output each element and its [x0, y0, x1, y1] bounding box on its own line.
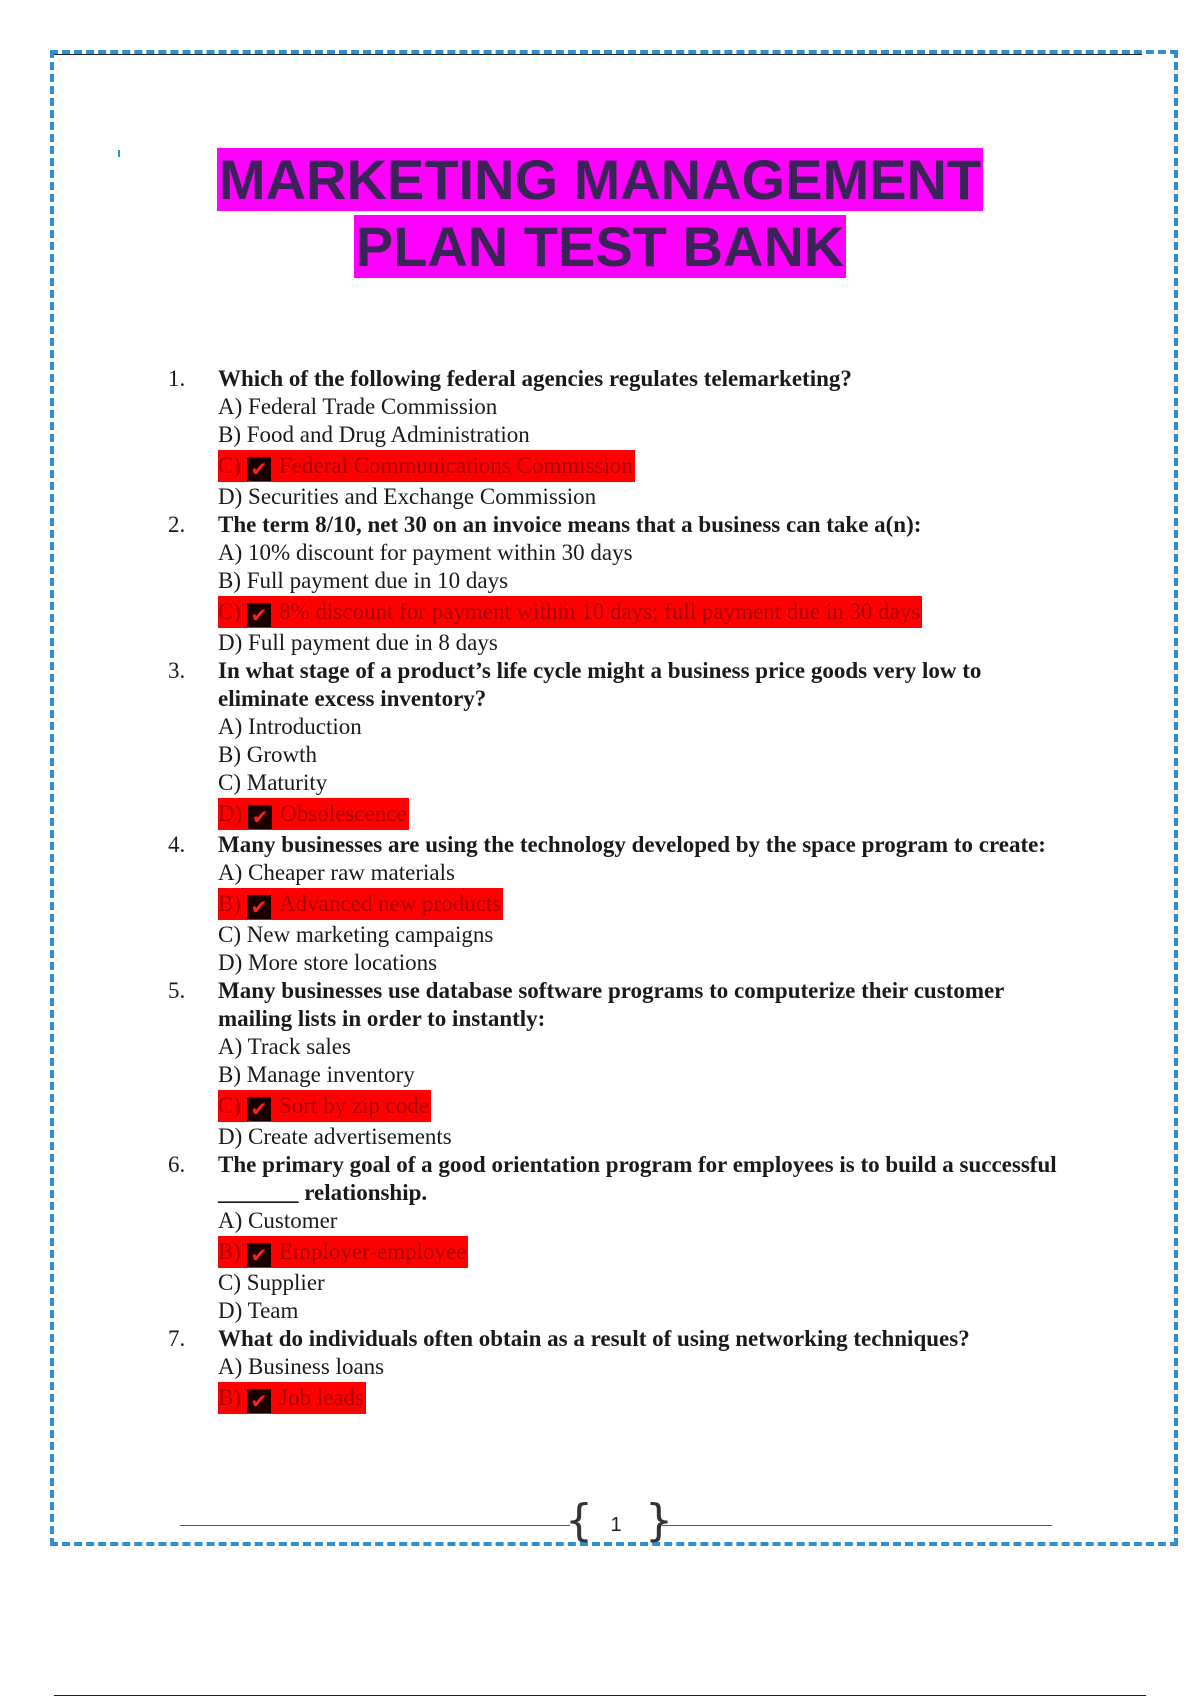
option-letter: A) — [218, 1208, 243, 1233]
option-text: Manage inventory — [246, 1062, 415, 1087]
question-text: The term 8/10, net 30 on an invoice means that a business can take a(n): — [218, 512, 922, 537]
option-text: Introduction — [248, 714, 362, 739]
option-letter: C) — [218, 1270, 241, 1295]
option-letter: D) — [218, 484, 243, 509]
question-item — [168, 1325, 1068, 1415]
correct-answer-option — [218, 1235, 1068, 1269]
question-text: Many businesses are using the technology developed by the space program to create: — [218, 832, 1046, 857]
answer-option — [218, 539, 1068, 567]
answer-highlight — [218, 1236, 468, 1268]
check-box-icon: ✔ — [248, 805, 272, 829]
option-letter: D) — [218, 1298, 243, 1323]
left-brace-icon: { — [565, 1495, 593, 1546]
option-text: Business loans — [248, 1354, 385, 1379]
option-letter: B) — [218, 422, 241, 447]
answer-option — [218, 1061, 1068, 1089]
option-letter: A) — [218, 714, 243, 739]
answer-option — [218, 949, 1068, 977]
question-item — [168, 1151, 1068, 1325]
option-list — [218, 1207, 1068, 1325]
page-number: 1 — [610, 1514, 622, 1536]
title-line-2: PLAN TEST BANK — [355, 215, 845, 278]
answer-option — [218, 629, 1068, 657]
check-box-icon: ✔ — [247, 603, 271, 627]
option-letter: B) — [218, 1062, 241, 1087]
correct-answer-option — [218, 595, 1068, 629]
check-box-icon: ✔ — [247, 895, 271, 919]
answer-option — [218, 921, 1068, 949]
question-number: 6. — [168, 1152, 186, 1177]
option-letter: D) — [218, 630, 243, 655]
option-text: Federal Communications Commission — [279, 453, 633, 478]
option-letter: A) — [218, 540, 243, 565]
option-text: New marketing campaigns — [246, 922, 494, 947]
option-letter: D) — [218, 801, 243, 826]
option-text: Advanced new products — [279, 891, 502, 916]
option-text: Food and Drug Administration — [246, 422, 530, 447]
answer-option — [218, 567, 1068, 595]
option-text: Securities and Exchange Commission — [248, 484, 597, 509]
answer-option — [218, 483, 1068, 511]
option-letter: D) — [218, 1124, 243, 1149]
answer-highlight — [218, 798, 409, 830]
option-text: Federal Trade Commission — [248, 394, 498, 419]
correct-answer-option — [218, 797, 1068, 831]
option-text: 8% discount for payment within 10 days; full payment due in 30 days — [279, 599, 921, 624]
option-text: Employer-employee — [279, 1239, 467, 1264]
option-text: Maturity — [246, 770, 328, 795]
answer-option — [218, 713, 1068, 741]
answer-highlight — [218, 888, 503, 920]
answer-option — [218, 1297, 1068, 1325]
option-letter: A) — [218, 1354, 243, 1379]
option-letter: C) — [218, 599, 241, 624]
option-text: Full payment due in 10 days — [246, 568, 509, 593]
question-number: 5. — [168, 978, 186, 1003]
answer-option — [218, 1269, 1068, 1297]
question-number: 3. — [168, 658, 186, 683]
answer-option — [218, 1207, 1068, 1235]
answer-option — [218, 741, 1068, 769]
question-item — [168, 831, 1068, 977]
option-letter: A) — [218, 860, 243, 885]
check-box-icon: ✔ — [247, 1243, 271, 1267]
correct-answer-option — [218, 449, 1068, 483]
question-number: 4. — [168, 832, 186, 857]
option-text: Full payment due in 8 days — [248, 630, 498, 655]
option-letter: B) — [218, 1239, 241, 1264]
title-line-1: MARKETING MANAGEMENT — [218, 148, 982, 211]
answer-option — [218, 1033, 1068, 1061]
question-text: What do individuals often obtain as a result of using networking techniques? — [218, 1326, 970, 1351]
question-stem — [168, 831, 1068, 859]
option-text: More store locations — [248, 950, 438, 975]
option-list — [218, 1353, 1068, 1415]
option-letter: C) — [218, 770, 241, 795]
question-item — [168, 365, 1068, 511]
option-text: Growth — [246, 742, 318, 767]
option-list — [218, 713, 1068, 831]
option-letter: D) — [218, 950, 243, 975]
answer-highlight — [218, 1090, 431, 1122]
option-letter: A) — [218, 394, 243, 419]
option-text: Customer — [248, 1208, 338, 1233]
answer-option — [218, 1123, 1068, 1151]
option-letter: B) — [218, 742, 241, 767]
question-text: The primary goal of a good orientation program for employees is to build a successful _______ relationship. — [218, 1152, 1057, 1205]
footer-rule-right — [662, 1525, 1052, 1526]
correct-answer-option — [218, 1381, 1068, 1415]
answer-highlight — [218, 596, 922, 628]
option-letter: C) — [218, 453, 241, 478]
question-stem — [168, 1325, 1068, 1353]
answer-option — [218, 769, 1068, 797]
question-text: In what stage of a product’s life cycle might a business price goods very low to eliminate excess inventory? — [218, 658, 982, 711]
option-letter: B) — [218, 1385, 241, 1410]
question-list — [168, 365, 1068, 1415]
question-stem — [168, 657, 1068, 713]
option-list — [218, 539, 1068, 657]
option-letter: C) — [218, 922, 241, 947]
next-page-rule — [54, 1695, 1146, 1696]
question-number: 2. — [168, 512, 186, 537]
correct-answer-option — [218, 887, 1068, 921]
correct-answer-option — [218, 1089, 1068, 1123]
answer-option — [218, 393, 1068, 421]
answer-option — [218, 859, 1068, 887]
check-box-icon: ✔ — [247, 1389, 271, 1413]
right-brace-icon: } — [645, 1495, 673, 1546]
option-text: Obsolescence — [280, 801, 407, 826]
option-list — [218, 393, 1068, 511]
option-list — [218, 1033, 1068, 1151]
answer-option — [218, 1353, 1068, 1381]
answer-highlight — [218, 450, 635, 482]
option-text: Job leads — [279, 1385, 364, 1410]
document-title — [150, 146, 1050, 280]
option-letter: B) — [218, 568, 241, 593]
question-stem — [168, 365, 1068, 393]
option-letter: A) — [218, 1034, 243, 1059]
option-letter: C) — [218, 1093, 241, 1118]
question-number: 7. — [168, 1326, 186, 1351]
answer-highlight — [218, 1382, 366, 1414]
question-item — [168, 511, 1068, 657]
option-text: Supplier — [246, 1270, 325, 1295]
footer-rule-left — [180, 1525, 570, 1526]
check-box-icon: ✔ — [247, 1097, 271, 1121]
question-number: 1. — [168, 366, 186, 391]
question-text: Which of the following federal agencies regulates telemarketing? — [218, 366, 852, 391]
option-text: Create advertisements — [248, 1124, 452, 1149]
question-item — [168, 657, 1068, 831]
check-box-icon: ✔ — [247, 457, 271, 481]
option-text: Track sales — [247, 1034, 351, 1059]
question-stem — [168, 977, 1068, 1033]
option-list — [218, 859, 1068, 977]
option-letter: B) — [218, 891, 241, 916]
answer-option — [218, 421, 1068, 449]
option-text: 10% discount for payment within 30 days — [248, 540, 633, 565]
question-text: Many businesses use database software programs to computerize their customer mailing lists in order to instantly: — [218, 978, 1004, 1031]
question-item — [168, 977, 1068, 1151]
option-text: Sort by zip code — [279, 1093, 430, 1118]
margin-mark — [118, 150, 120, 157]
page-footer — [180, 1495, 1052, 1546]
option-text: Cheaper raw materials — [248, 860, 455, 885]
question-stem — [168, 511, 1068, 539]
option-text: Team — [247, 1298, 299, 1323]
question-stem — [168, 1151, 1068, 1207]
